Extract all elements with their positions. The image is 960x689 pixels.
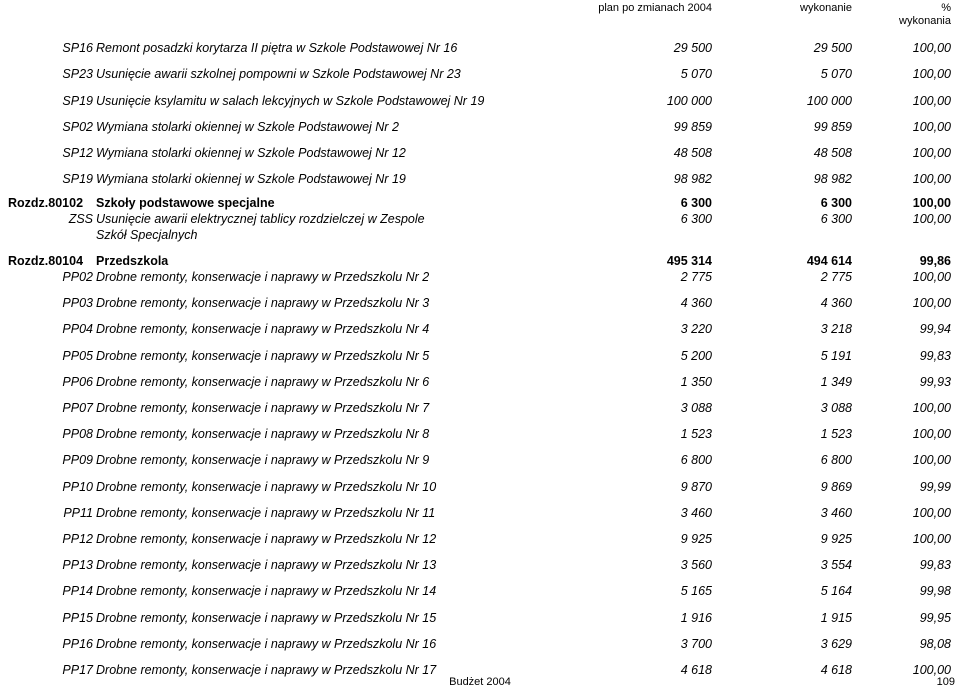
cell-wyk: 494 614 [806,254,852,268]
table-row [0,145,960,161]
cell-wyk: 3 629 [820,637,852,651]
cell-pct: 99,83 [919,558,951,572]
cell-pct: 100,00 [912,172,951,186]
table-row [0,171,960,187]
cell-pct: 100,00 [912,212,951,226]
column-header-percent [860,2,951,28]
cell-code: PP13 [62,558,93,572]
table-row [0,211,960,242]
column-header-wykonanie: wykonanie [800,2,852,14]
cell-desc: Wymiana stolarki okiennej w Szkole Podstawowej Nr 19 [96,172,406,186]
cell-code: SP19 [62,172,93,186]
cell-code: SP12 [62,146,93,160]
table-row [0,452,960,468]
cell-code: PP05 [62,349,93,363]
cell-plan: 99 859 [673,120,712,134]
cell-code: PP07 [62,401,93,415]
cell-plan: 5 070 [680,67,712,81]
cell-pct: 100,00 [912,120,951,134]
cell-wyk: 1 523 [820,427,852,441]
cell-code: PP09 [62,453,93,467]
cell-desc: Drobne remonty, konserwacje i naprawy w Przedszkolu Nr 11 [96,506,436,520]
cell-pct: 100,00 [912,296,951,310]
table-row [0,531,960,547]
cell-wyk: 29 500 [813,41,852,55]
cell-code: PP16 [62,637,93,651]
cell-pct: 98,08 [919,637,951,651]
cell-desc: Drobne remonty, konserwacje i naprawy w Przedszkolu Nr 15 [96,611,437,625]
column-header-percent-line2: wykonania [899,15,951,27]
cell-pct: 99,95 [919,611,951,625]
table-row [0,374,960,390]
table-row [0,426,960,442]
table-row [0,479,960,495]
cell-wyk: 3 088 [820,401,852,415]
cell-pct: 100,00 [912,427,951,441]
cell-wyk: 100 000 [806,94,852,108]
cell-desc: Usunięcie awarii szkolnej pompowni w Szkole Podstawowej Nr 23 [96,67,461,81]
cell-desc-line2: Szkół Specjalnych [96,228,198,242]
cell-desc: Drobne remonty, konserwacje i naprawy w Przedszkolu Nr 4 [96,322,430,336]
cell-plan: 4 360 [680,296,712,310]
cell-desc: Drobne remonty, konserwacje i naprawy w Przedszkolu Nr 5 [96,349,430,363]
cell-plan: 3 460 [680,506,712,520]
cell-plan: 1 523 [680,427,712,441]
cell-pct: 99,98 [919,584,951,598]
cell-plan: 3 560 [680,558,712,572]
table-row [0,400,960,416]
cell-plan: 6 300 [680,196,712,210]
cell-wyk: 1 915 [820,611,852,625]
cell-plan: 6 300 [680,212,712,226]
cell-plan: 9 870 [680,480,712,494]
cell-wyk: 3 554 [820,558,852,572]
table-row [0,348,960,364]
cell-pct: 100,00 [912,663,951,677]
cell-pct: 100,00 [912,67,951,81]
cell-desc: Drobne remonty, konserwacje i naprawy w Przedszkolu Nr 3 [96,296,430,310]
cell-desc: Przedszkola [96,254,169,268]
cell-desc [96,211,656,243]
cell-code: PP12 [62,532,93,546]
cell-plan: 3 220 [680,322,712,336]
table-row [0,505,960,521]
cell-pct: 100,00 [912,532,951,546]
cell-pct: 100,00 [912,270,951,284]
cell-code: PP17 [62,663,93,677]
cell-wyk: 9 869 [820,480,852,494]
cell-plan: 98 982 [673,172,712,186]
table-row [0,66,960,82]
cell-wyk: 4 618 [820,663,852,677]
cell-wyk: 2 775 [820,270,852,284]
cell-wyk: 6 800 [820,453,852,467]
cell-pct: 100,00 [912,196,951,210]
cell-desc: Usunięcie ksylamitu w salach lekcyjnych w Szkole Podstawowej Nr 19 [96,94,485,108]
cell-code: PP04 [62,322,93,336]
table-row [0,583,960,599]
cell-code: Rozdz.80104 [8,254,84,268]
section-row [0,195,960,211]
cell-pct: 100,00 [912,453,951,467]
cell-plan: 2 775 [680,270,712,284]
cell-plan: 48 508 [673,146,712,160]
cell-code: SP19 [62,94,93,108]
table-row [0,295,960,311]
cell-desc-line1: Usunięcie awarii elektrycznej tablicy rozdzielczej w Zespole [96,212,425,226]
cell-pct: 100,00 [912,506,951,520]
cell-wyk: 3 218 [820,322,852,336]
footer-title: Budżet 2004 [449,676,511,688]
cell-plan: 3 088 [680,401,712,415]
cell-desc: Drobne remonty, konserwacje i naprawy w Przedszkolu Nr 14 [96,584,437,598]
cell-plan: 29 500 [673,41,712,55]
cell-code: SP02 [62,120,93,134]
cell-code: SP23 [62,67,93,81]
cell-plan: 5 200 [680,349,712,363]
cell-plan: 9 925 [680,532,712,546]
cell-code: PP06 [62,375,93,389]
cell-pct: 99,93 [919,375,951,389]
cell-plan: 3 700 [680,637,712,651]
cell-wyk: 6 300 [820,212,852,226]
page-number: 109 [936,676,955,688]
cell-wyk: 5 164 [820,584,852,598]
cell-pct: 99,94 [919,322,951,336]
column-header-percent-line1: % [941,2,951,14]
cell-desc: Drobne remonty, konserwacje i naprawy w Przedszkolu Nr 7 [96,401,430,415]
cell-plan: 1 350 [680,375,712,389]
cell-desc: Remont posadzki korytarza II piętra w Szkole Podstawowej Nr 16 [96,41,458,55]
cell-wyk: 98 982 [813,172,852,186]
cell-plan: 100 000 [666,94,712,108]
cell-plan: 6 800 [680,453,712,467]
cell-pct: 99,99 [919,480,951,494]
table-row [0,636,960,652]
table-row [0,40,960,56]
table-row [0,557,960,573]
cell-plan: 495 314 [666,254,712,268]
cell-pct: 99,86 [919,254,951,268]
cell-pct: 99,83 [919,349,951,363]
cell-desc: Drobne remonty, konserwacje i naprawy w Przedszkolu Nr 17 [96,663,437,677]
cell-wyk: 5 070 [820,67,852,81]
cell-code: PP02 [62,270,93,284]
cell-code: PP11 [63,506,93,520]
table-row [0,119,960,135]
cell-pct: 100,00 [912,94,951,108]
cell-wyk: 5 191 [820,349,852,363]
cell-desc: Drobne remonty, konserwacje i naprawy w Przedszkolu Nr 6 [96,375,430,389]
cell-wyk: 99 859 [813,120,852,134]
cell-plan: 5 165 [680,584,712,598]
table-row [0,610,960,626]
cell-desc: Drobne remonty, konserwacje i naprawy w Przedszkolu Nr 2 [96,270,430,284]
cell-plan: 1 916 [680,611,712,625]
section-row [0,253,960,269]
cell-code: PP10 [62,480,93,494]
cell-wyk: 3 460 [820,506,852,520]
cell-desc: Drobne remonty, konserwacje i naprawy w Przedszkolu Nr 12 [96,532,437,546]
cell-wyk: 6 300 [820,196,852,210]
cell-code: PP15 [62,611,93,625]
cell-code: PP03 [62,296,93,310]
cell-pct: 100,00 [912,146,951,160]
cell-desc: Wymiana stolarki okiennej w Szkole Podstawowej Nr 2 [96,120,399,134]
cell-desc: Drobne remonty, konserwacje i naprawy w Przedszkolu Nr 13 [96,558,437,572]
cell-desc: Wymiana stolarki okiennej w Szkole Podstawowej Nr 12 [96,146,406,160]
cell-code: SP16 [62,41,93,55]
cell-desc: Drobne remonty, konserwacje i naprawy w Przedszkolu Nr 10 [96,480,437,494]
cell-desc: Szkoły podstawowe specjalne [96,196,275,210]
cell-wyk: 1 349 [820,375,852,389]
cell-wyk: 9 925 [820,532,852,546]
cell-pct: 100,00 [912,41,951,55]
cell-desc: Drobne remonty, konserwacje i naprawy w Przedszkolu Nr 8 [96,427,430,441]
cell-wyk: 4 360 [820,296,852,310]
cell-wyk: 48 508 [813,146,852,160]
cell-code: Rozdz.80102 [8,196,84,210]
cell-desc: Drobne remonty, konserwacje i naprawy w Przedszkolu Nr 16 [96,637,437,651]
cell-pct: 100,00 [912,401,951,415]
cell-desc: Drobne remonty, konserwacje i naprawy w Przedszkolu Nr 9 [96,453,430,467]
table-row [0,269,960,285]
cell-code: PP08 [62,427,93,441]
table-row [0,93,960,109]
cell-code: ZSS [68,212,93,226]
table-row [0,321,960,337]
column-header-plan: plan po zmianach 2004 [598,2,712,14]
cell-plan: 4 618 [680,663,712,677]
cell-code: PP14 [62,584,93,598]
